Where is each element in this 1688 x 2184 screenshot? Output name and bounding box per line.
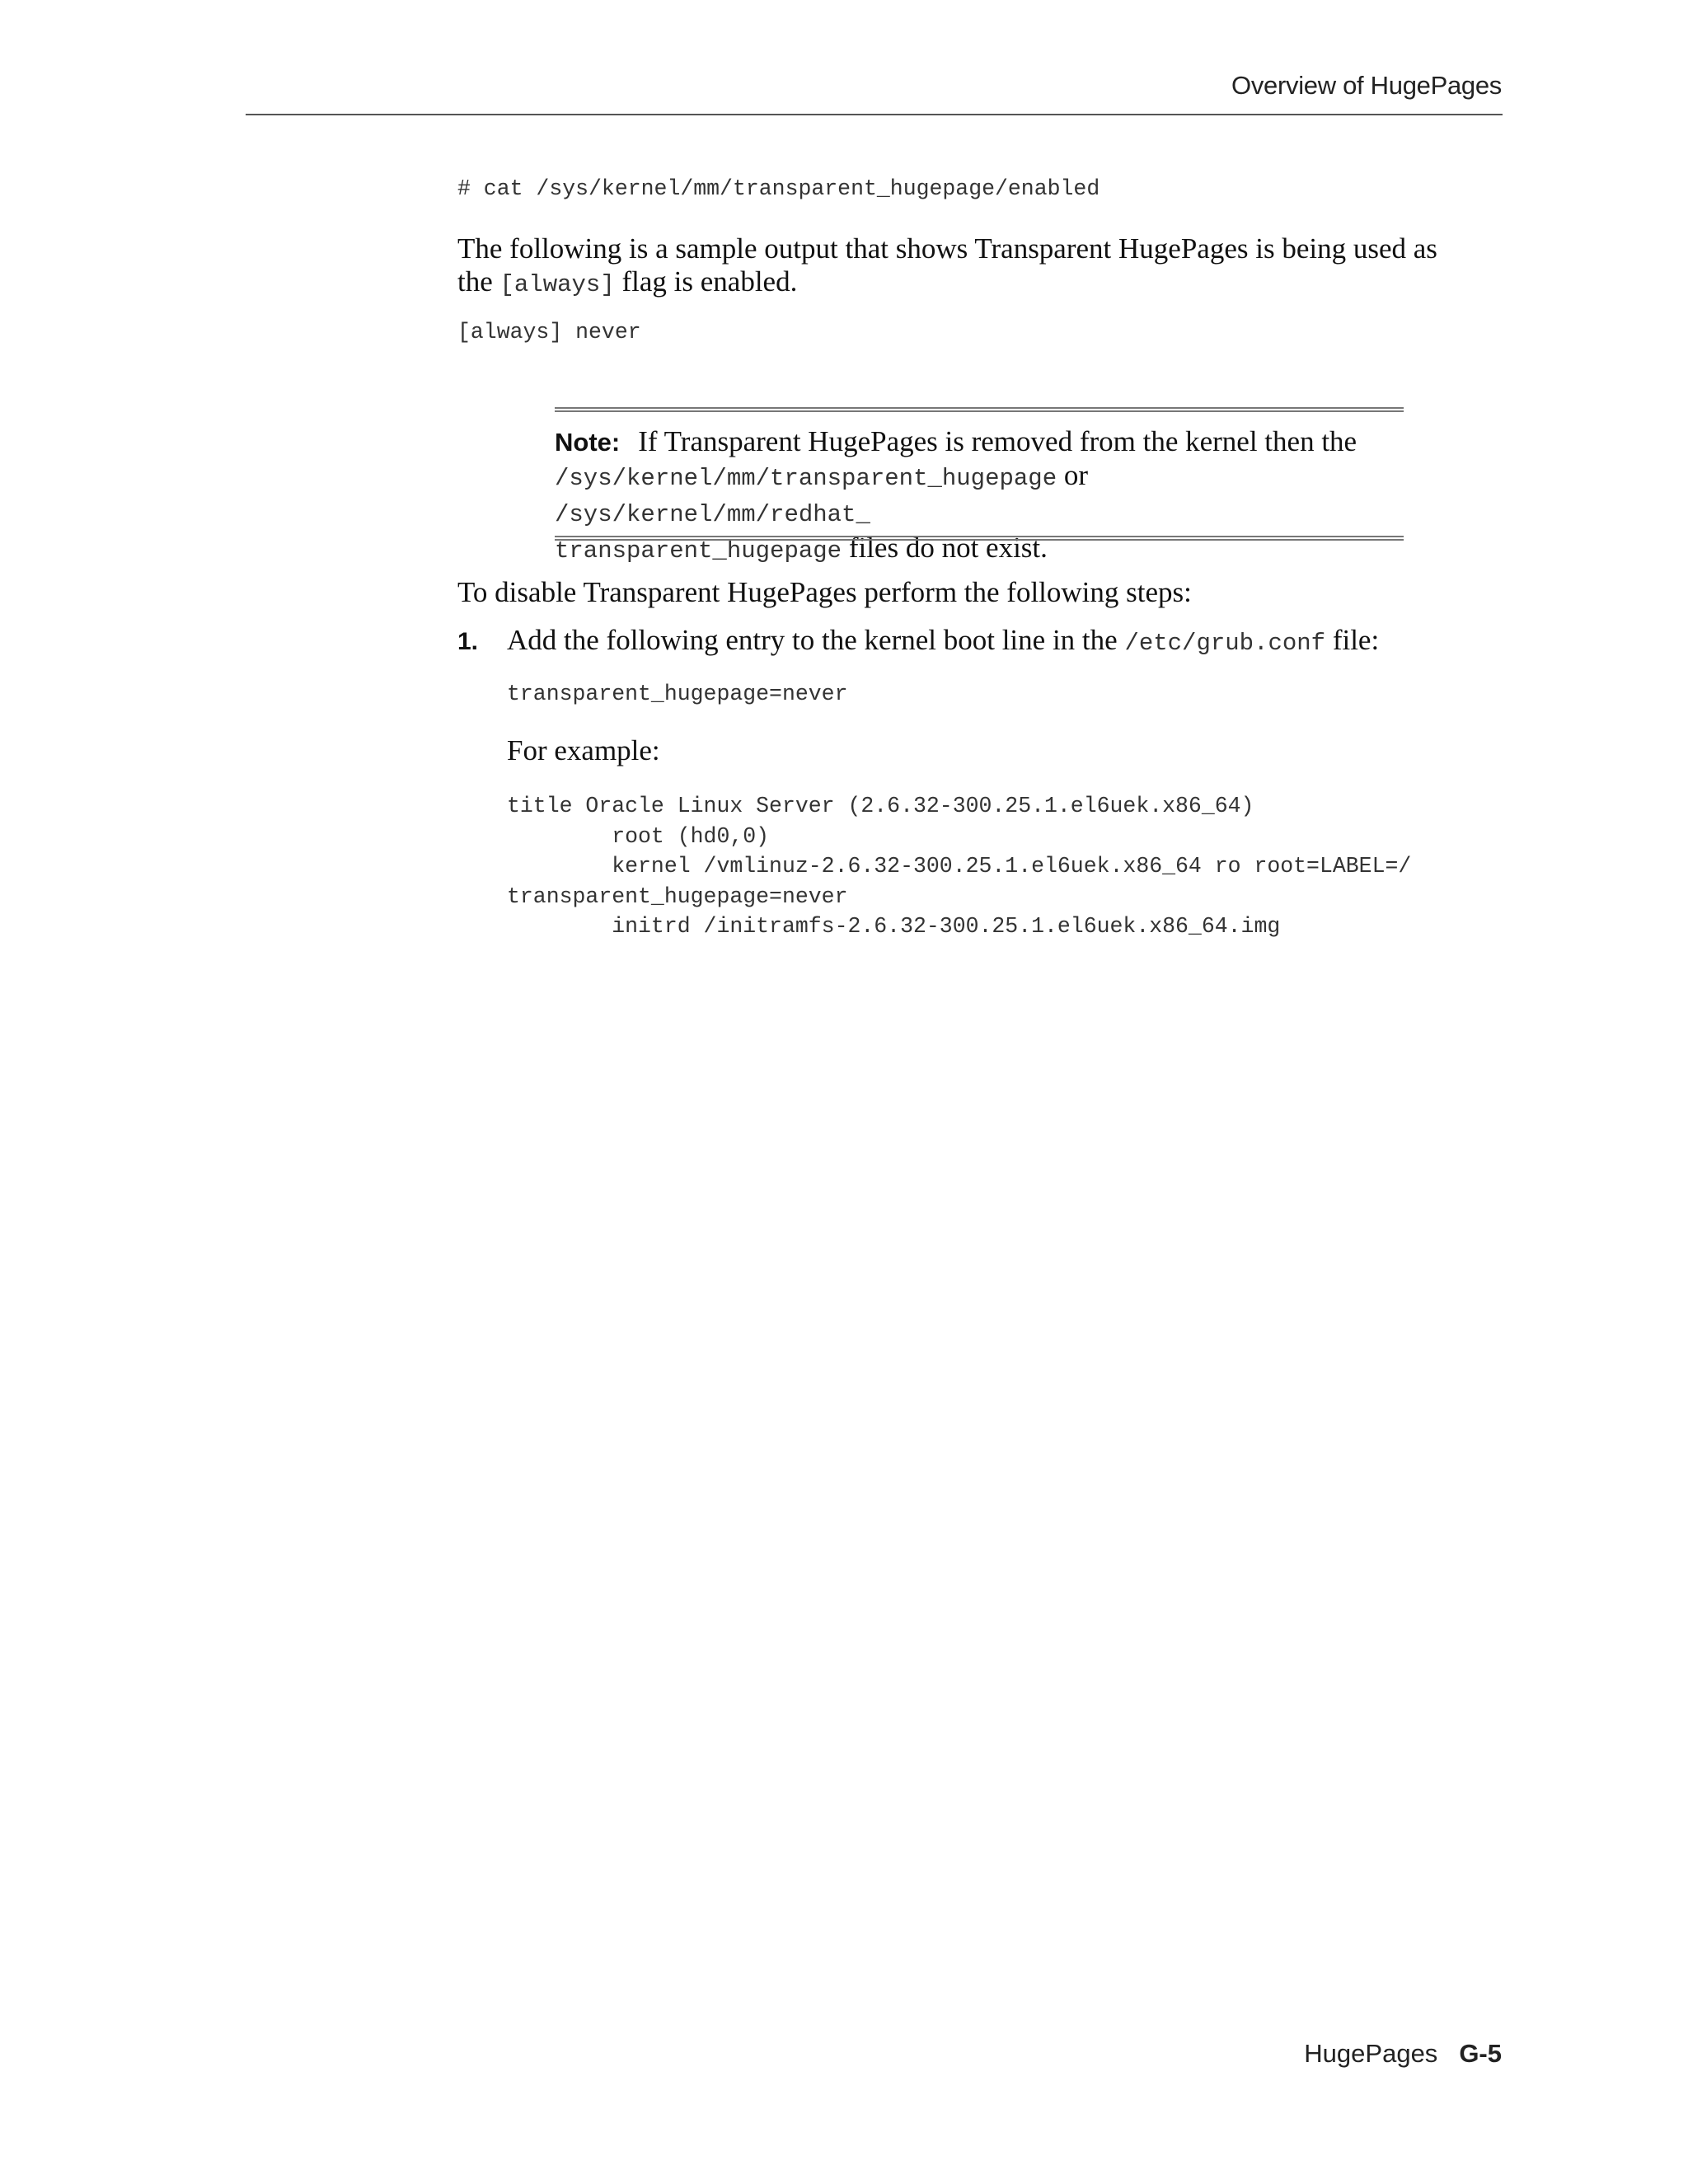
grub-conf-path: /etc/grub.conf [1124, 630, 1326, 657]
note-box [555, 407, 1404, 565]
intro-line-1: The following is a sample output that shows Transparent HugePages is being used as [457, 232, 1437, 265]
kernel-entry: transparent_hugepage=never [507, 682, 848, 706]
intro-line-2: the [always] flag is enabled. [457, 265, 798, 298]
note-line-3: transparent_hugepage files do not exist. [555, 532, 1048, 565]
page-footer [1304, 2039, 1502, 2069]
note-bottom-rule [555, 536, 1404, 541]
header-divider [246, 114, 1503, 115]
note-text [555, 425, 1404, 568]
note-path-1: /sys/kernel/mm/transparent_hugepage [555, 465, 1057, 492]
step-1 [457, 624, 1545, 658]
note-line-1: Note: If Transparent HugePages is removed from the kernel then the [555, 425, 1357, 457]
always-flag-code: [always] [499, 271, 615, 298]
step-1-text: Add the following entry to the kernel boot line in the /etc/grub.conf file: [507, 624, 1380, 657]
steps-intro: To disable Transparent HugePages perform the following steps: [457, 576, 1192, 608]
note-top-rule [555, 407, 1404, 412]
step-1-number: 1. [457, 628, 479, 655]
intro-paragraph [457, 232, 1545, 302]
running-header: Overview of HugePages [1231, 71, 1502, 100]
note-path-2b: transparent_hugepage [555, 537, 842, 565]
sample-output: [always] never [457, 320, 641, 344]
note-line-2: /sys/kernel/mm/transparent_hugepage or /sys/kernel/mm/redhat_ [555, 459, 1089, 528]
grub-example-code: title Oracle Linux Server (2.6.32-300.25.1.el6uek.x86_64) root (hd0,0) kernel /vmlinuz-2.6.32-300.25.1.el6uek.x86_64 ro root=LABEL=/ transparent_hugepage=never initrd /initramfs-2.6.32-300.25.1.el6uek.x86_64.img [507, 794, 1412, 939]
note-path-2a: /sys/kernel/mm/redhat_ [555, 501, 870, 528]
cat-command: # cat /sys/kernel/mm/transparent_hugepage/enabled [457, 176, 1100, 201]
page-number: G-5 [1459, 2039, 1502, 2068]
footer-section: HugePages [1304, 2039, 1438, 2068]
note-label: Note: [555, 428, 621, 457]
example-label: For example: [507, 734, 660, 766]
